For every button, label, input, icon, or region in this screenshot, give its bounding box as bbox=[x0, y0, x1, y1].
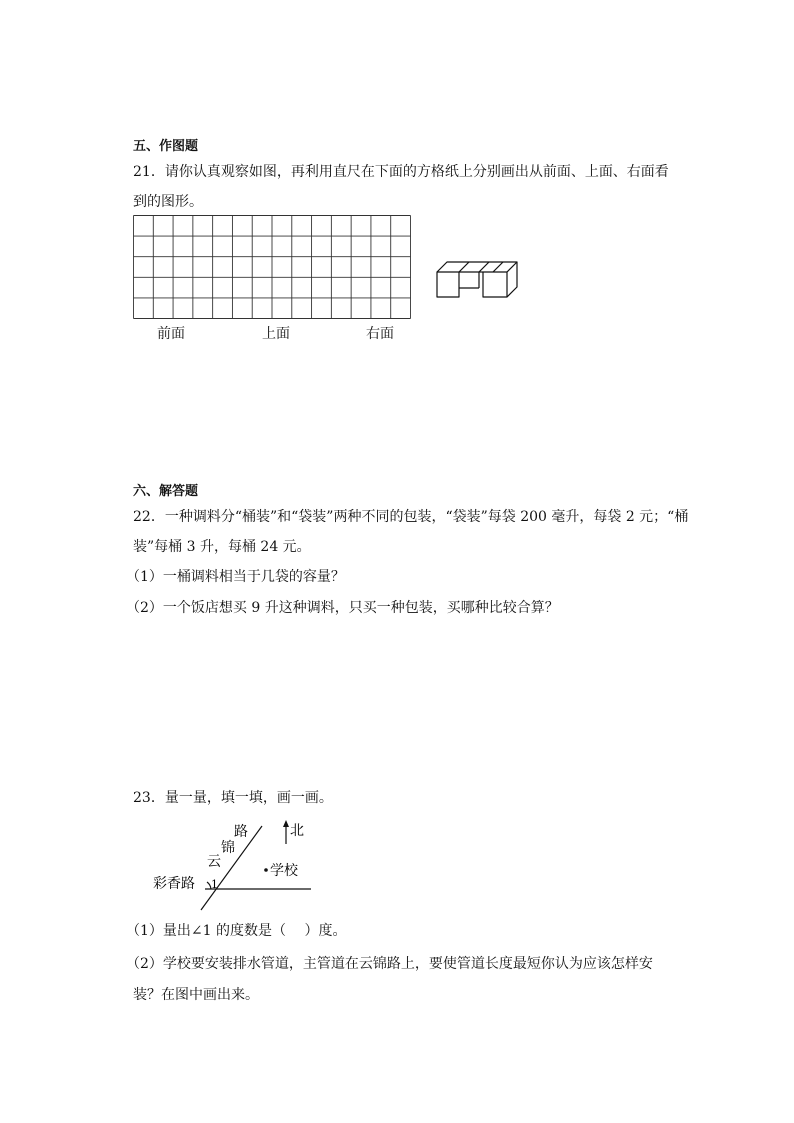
question-23-sub-2-line-1: （2）学校要安装排水管道，主管道在云锦路上，要使管道长度最短你认为应该怎样安 bbox=[126, 956, 653, 972]
north-arrow-icon bbox=[283, 820, 289, 827]
question-23-sub-1: （1）量出∠1 的度数是（ ）度。 bbox=[126, 923, 347, 939]
school-label: 学校 bbox=[270, 863, 298, 879]
angle-1-label: 1 bbox=[211, 878, 218, 891]
question-22-line-1: 22．一种调料分“桶装”和“袋装”两种不同的包装，“袋装”每袋 200 毫升，每袋 2 元；“桶 bbox=[133, 509, 689, 525]
question-23-sub-2-line-2: 装？在图中画出来。 bbox=[133, 987, 259, 1003]
school-dot bbox=[264, 868, 268, 872]
question-21-line-1: 21．请你认真观察如图，再利用直尺在下面的方格纸上分别画出从前面、上面、右面看 bbox=[133, 164, 669, 180]
question-23-title: 23．量一量，填一填，画一画。 bbox=[133, 790, 333, 806]
grid-paper[interactable] bbox=[133, 215, 411, 319]
road-label-char-lu: 路 bbox=[234, 824, 248, 840]
road-label-char-yun: 云 bbox=[207, 854, 221, 870]
cube-figure bbox=[435, 258, 519, 298]
north-label: 北 bbox=[290, 823, 304, 839]
section-title-answers: 六、解答题 bbox=[133, 484, 199, 499]
road-label-char-jin: 锦 bbox=[221, 840, 235, 856]
caixiang-road-label: 彩香路 bbox=[153, 876, 195, 892]
question-22-sub-1: （1）一桶调料相当于几袋的容量？ bbox=[126, 569, 345, 585]
question-22-sub-2: （2）一个饭店想买 9 升这种调料，只买一种包装，买哪种比较合算？ bbox=[126, 600, 559, 616]
section-title-drawing: 五、作图题 bbox=[133, 139, 199, 154]
grid-label-top: 上面 bbox=[262, 326, 290, 342]
question-21-line-2: 到的图形。 bbox=[133, 194, 203, 210]
road-map-figure[interactable] bbox=[145, 818, 320, 913]
question-22-line-2: 装”每桶 3 升，每桶 24 元。 bbox=[133, 539, 311, 555]
grid-label-right: 右面 bbox=[366, 326, 394, 342]
grid-label-front: 前面 bbox=[157, 326, 185, 342]
